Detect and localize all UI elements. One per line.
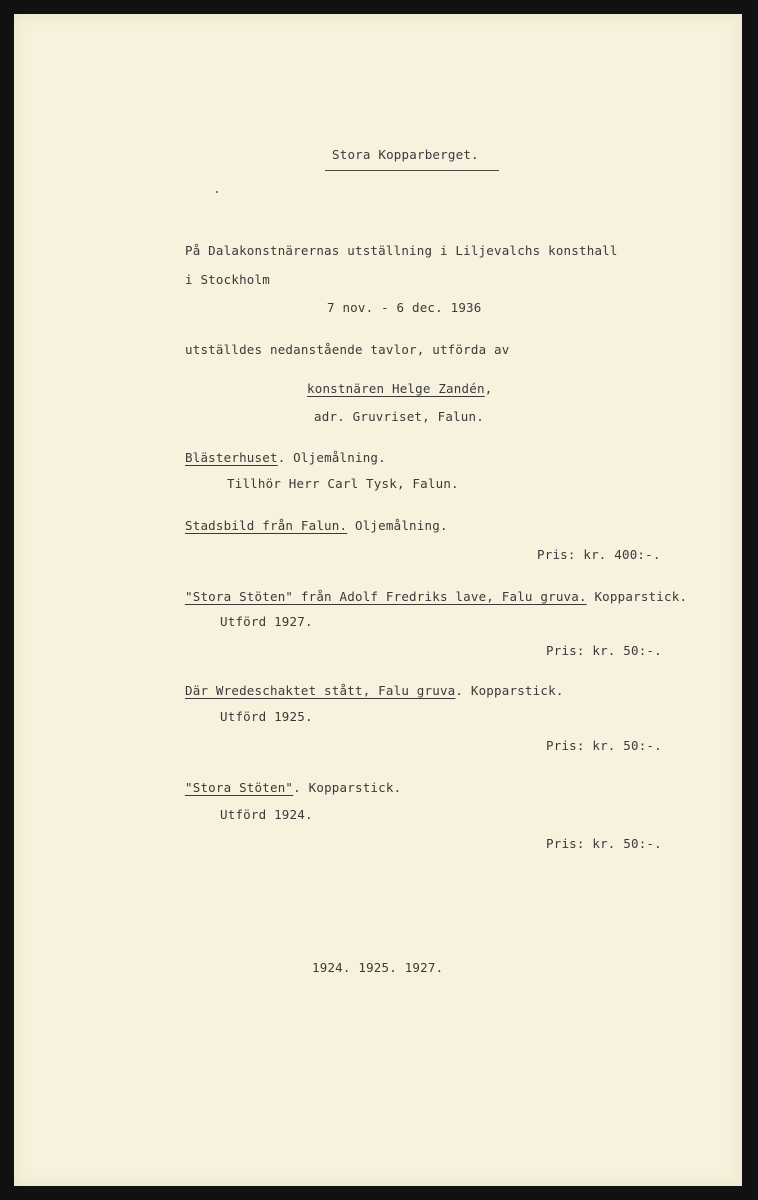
work-5-line (185, 780, 401, 796)
title-underline (325, 170, 499, 171)
work-4-line (185, 683, 564, 699)
work-2-title: Stadsbild från Falun. (185, 518, 348, 533)
page-title: Stora Kopparberget. (332, 147, 479, 162)
work-1-title: Blästerhuset (185, 450, 278, 465)
work-2-line (185, 518, 448, 534)
work-1-medium: . Oljemålning. (277, 450, 386, 465)
work-3-medium: Kopparstick. (586, 589, 688, 604)
intro-line-2: i Stockholm (185, 272, 270, 287)
work-4-medium: . Kopparstick. (455, 683, 564, 698)
work-5-medium: . Kopparstick. (293, 780, 402, 795)
artist-name-suffix: , (484, 381, 493, 396)
work-4-detail: Utförd 1925. (220, 709, 313, 724)
intro-line-3: utställdes nedanstående tavlor, utförda av (185, 342, 510, 357)
work-2-price: Pris: kr. 400:-. (537, 547, 661, 562)
work-5-detail: Utförd 1924. (220, 807, 313, 822)
document-page (14, 14, 742, 1186)
exhibition-dates: 7 nov. - 6 dec. 1936 (327, 300, 482, 315)
artist-name-line (307, 381, 492, 397)
intro-line-1: På Dalakonstnärernas utställning i Liljevalchs konsthall (185, 243, 618, 258)
work-3-detail: Utförd 1927. (220, 614, 313, 629)
work-1-line (185, 450, 386, 466)
work-3-title: "Stora Stöten" från Adolf Fredriks lave, Falu gruva. (185, 589, 587, 604)
work-4-price: Pris: kr. 50:-. (546, 738, 662, 753)
work-5-price: Pris: kr. 50:-. (546, 836, 662, 851)
paper-speck (216, 191, 218, 193)
work-3-price: Pris: kr. 50:-. (546, 643, 662, 658)
work-4-title: Där Wredeschaktet stått, Falu gruva (185, 683, 456, 698)
artist-address: adr. Gruvriset, Falun. (314, 409, 484, 424)
work-5-title: "Stora Stöten" (185, 780, 294, 795)
work-2-medium: Oljemålning. (347, 518, 448, 533)
work-3-line (185, 589, 687, 605)
work-1-detail: Tillhör Herr Carl Tysk, Falun. (227, 476, 459, 491)
footer-years: 1924. 1925. 1927. (312, 960, 444, 975)
artist-name: konstnären Helge Zandén (307, 381, 485, 396)
